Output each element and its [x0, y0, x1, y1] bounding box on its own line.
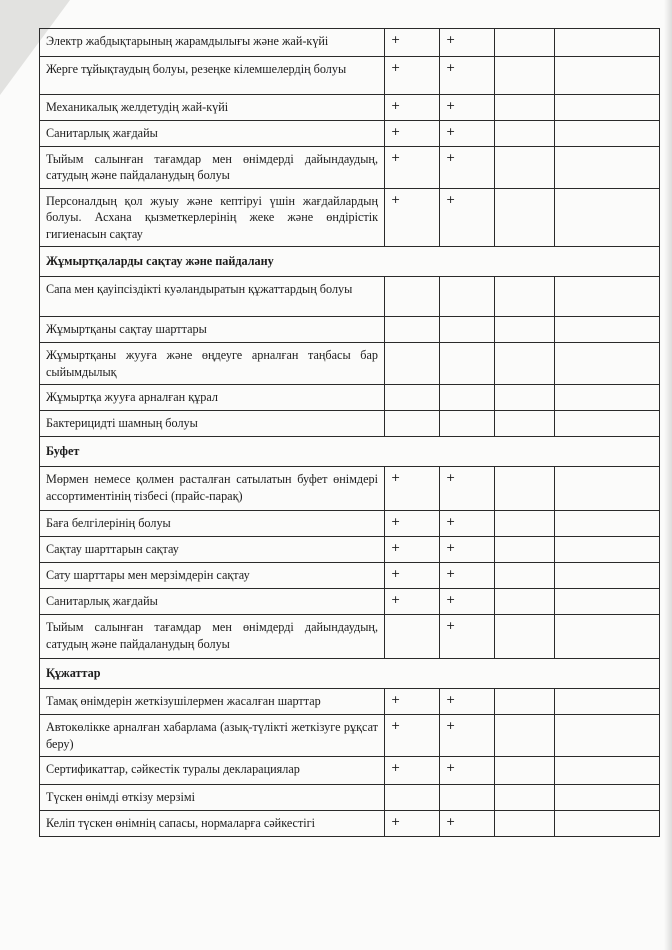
- criterion-label: Сертификаттар, сәйкестік туралы декларациялар: [40, 757, 385, 785]
- mark-cell-c2: [440, 277, 495, 317]
- mark-cell-c3: [495, 467, 555, 511]
- mark-cell-c3: [495, 563, 555, 589]
- mark-cell-c4: [555, 757, 660, 785]
- criterion-label: Механикалық желдетудің жай-күйі: [40, 95, 385, 121]
- mark-cell-c3: [495, 121, 555, 147]
- criterion-label: Жұмыртқаны сақтау шарттары: [40, 317, 385, 343]
- mark-cell-c4: [555, 715, 660, 757]
- table-row: [40, 563, 660, 589]
- mark-cell-c3: [495, 757, 555, 785]
- mark-cell-c3: [495, 147, 555, 189]
- scan-shadow-edge: [664, 0, 672, 950]
- table-row: [40, 811, 660, 837]
- criterion-label: Санитарлық жағдайы: [40, 589, 385, 615]
- mark-cell-c2: +: [440, 511, 495, 537]
- table-row: [40, 411, 660, 437]
- mark-cell-c2: +: [440, 615, 495, 659]
- mark-cell-c1: +: [385, 589, 440, 615]
- mark-cell-c1: [385, 411, 440, 437]
- mark-cell-c2: [440, 343, 495, 385]
- mark-cell-c4: [555, 95, 660, 121]
- mark-cell-c4: [555, 147, 660, 189]
- table-row: [40, 385, 660, 411]
- mark-cell-c3: [495, 317, 555, 343]
- mark-cell-c4: [555, 385, 660, 411]
- criterion-label: Бактерицидті шамның болуы: [40, 411, 385, 437]
- mark-cell-c2: +: [440, 121, 495, 147]
- mark-cell-c3: [495, 589, 555, 615]
- mark-cell-c4: [555, 317, 660, 343]
- mark-cell-c2: +: [440, 589, 495, 615]
- mark-cell-c3: [495, 811, 555, 837]
- mark-cell-c2: +: [440, 188, 495, 246]
- mark-cell-c4: [555, 29, 660, 57]
- criterion-label: Жұмыртқаны жууға және өңдеуге арналған таңбасы бар сыйымдылық: [40, 343, 385, 385]
- mark-cell-c2: +: [440, 95, 495, 121]
- criterion-label: Тыйым салынған тағамдар мен өнімдерді дайындаудың, сатудың және пайдаланудың болуы: [40, 615, 385, 659]
- mark-cell-c3: [495, 411, 555, 437]
- criterion-label: Түскен өнімді өткізу мерзімі: [40, 785, 385, 811]
- mark-cell-c1: +: [385, 715, 440, 757]
- table-row: [40, 689, 660, 715]
- mark-cell-c1: +: [385, 563, 440, 589]
- criterion-label: Тамақ өнімдерін жеткізушілермен жасалған шарттар: [40, 689, 385, 715]
- mark-cell-c4: [555, 811, 660, 837]
- criterion-label: Жұмыртқа жууға арналған құрал: [40, 385, 385, 411]
- mark-cell-c1: [385, 343, 440, 385]
- table-row: [40, 29, 660, 57]
- mark-cell-c4: [555, 121, 660, 147]
- mark-cell-c1: +: [385, 121, 440, 147]
- mark-cell-c1: +: [385, 467, 440, 511]
- criterion-label: Автокөлікке арналған хабарлама (азық-түлікті жеткізуге рұқсат беру): [40, 715, 385, 757]
- criterion-label: Баға белгілерінің болуы: [40, 511, 385, 537]
- mark-cell-c2: [440, 385, 495, 411]
- inspection-checklist-table: [39, 28, 660, 837]
- table-row: [40, 511, 660, 537]
- mark-cell-c1: +: [385, 95, 440, 121]
- mark-cell-c1: +: [385, 811, 440, 837]
- mark-cell-c4: [555, 411, 660, 437]
- mark-cell-c4: [555, 689, 660, 715]
- criterion-label: Тыйым салынған тағамдар мен өнімдерді дайындаудың, сатудың және пайдаланудың болуы: [40, 147, 385, 189]
- mark-cell-c1: +: [385, 57, 440, 95]
- mark-cell-c3: [495, 277, 555, 317]
- mark-cell-c2: +: [440, 689, 495, 715]
- table-row: [40, 188, 660, 246]
- criterion-label: Санитарлық жағдайы: [40, 121, 385, 147]
- criterion-label: Келіп түскен өнімнің сапасы, нормаларға сәйкестігі: [40, 811, 385, 837]
- mark-cell-c1: [385, 785, 440, 811]
- mark-cell-c3: [495, 29, 555, 57]
- mark-cell-c4: [555, 467, 660, 511]
- criterion-label: Жерге тұйықтаудың болуы, резеңке кілемшелердің болуы: [40, 57, 385, 95]
- mark-cell-c4: [555, 615, 660, 659]
- table-row: [40, 467, 660, 511]
- mark-cell-c1: +: [385, 689, 440, 715]
- table-row: [40, 95, 660, 121]
- section-title: Құжаттар: [40, 659, 660, 689]
- mark-cell-c3: [495, 715, 555, 757]
- mark-cell-c3: [495, 95, 555, 121]
- mark-cell-c3: [495, 511, 555, 537]
- mark-cell-c4: [555, 785, 660, 811]
- section-title: Жұмыртқаларды сақтау және пайдалану: [40, 247, 660, 277]
- mark-cell-c2: +: [440, 57, 495, 95]
- mark-cell-c1: +: [385, 537, 440, 563]
- table-row: [40, 589, 660, 615]
- mark-cell-c1: +: [385, 147, 440, 189]
- mark-cell-c1: [385, 615, 440, 659]
- mark-cell-c3: [495, 689, 555, 715]
- mark-cell-c3: [495, 537, 555, 563]
- mark-cell-c1: +: [385, 757, 440, 785]
- mark-cell-c4: [555, 57, 660, 95]
- criterion-label: Персоналдың қол жуыу және кептіруі үшін жағдайлардың болуы. Асхана қызметкерлерінің жеке және өндірістік гигиенасын сақтау: [40, 188, 385, 246]
- mark-cell-c2: [440, 785, 495, 811]
- table-row: [40, 57, 660, 95]
- mark-cell-c2: +: [440, 537, 495, 563]
- section-title: Буфет: [40, 437, 660, 467]
- mark-cell-c2: +: [440, 757, 495, 785]
- mark-cell-c4: [555, 343, 660, 385]
- mark-cell-c1: [385, 317, 440, 343]
- section-header-row: [40, 247, 660, 277]
- table-row: [40, 537, 660, 563]
- mark-cell-c3: [495, 385, 555, 411]
- criterion-label: Сақтау шарттарын сақтау: [40, 537, 385, 563]
- mark-cell-c3: [495, 57, 555, 95]
- mark-cell-c3: [495, 615, 555, 659]
- mark-cell-c4: [555, 188, 660, 246]
- mark-cell-c1: +: [385, 188, 440, 246]
- mark-cell-c2: +: [440, 811, 495, 837]
- table-row: [40, 147, 660, 189]
- mark-cell-c3: [495, 188, 555, 246]
- table-row: [40, 343, 660, 385]
- mark-cell-c2: +: [440, 563, 495, 589]
- mark-cell-c2: [440, 317, 495, 343]
- mark-cell-c4: [555, 589, 660, 615]
- criterion-label: Сапа мен қауіпсіздікті куәландыратын құжаттардың болуы: [40, 277, 385, 317]
- mark-cell-c2: [440, 411, 495, 437]
- mark-cell-c1: [385, 385, 440, 411]
- mark-cell-c2: +: [440, 29, 495, 57]
- mark-cell-c3: [495, 343, 555, 385]
- mark-cell-c2: +: [440, 715, 495, 757]
- table-row: [40, 785, 660, 811]
- mark-cell-c1: +: [385, 29, 440, 57]
- mark-cell-c3: [495, 785, 555, 811]
- criterion-label: Мөрмен немесе қолмен расталған сатылатын буфет өнімдері ассортиментінің тізбесі (прайс-парақ): [40, 467, 385, 511]
- mark-cell-c2: +: [440, 147, 495, 189]
- checklist-rows: [40, 29, 660, 837]
- table-row: [40, 715, 660, 757]
- mark-cell-c4: [555, 277, 660, 317]
- section-header-row: [40, 659, 660, 689]
- table-row: [40, 317, 660, 343]
- mark-cell-c4: [555, 511, 660, 537]
- mark-cell-c4: [555, 563, 660, 589]
- table-row: [40, 615, 660, 659]
- section-header-row: [40, 437, 660, 467]
- mark-cell-c1: [385, 277, 440, 317]
- table-row: [40, 121, 660, 147]
- table-row: [40, 757, 660, 785]
- criterion-label: Сату шарттары мен мерзімдерін сақтау: [40, 563, 385, 589]
- mark-cell-c1: +: [385, 511, 440, 537]
- mark-cell-c4: [555, 537, 660, 563]
- criterion-label: Электр жабдықтарының жарамдылығы және жай-күйі: [40, 29, 385, 57]
- table-row: [40, 277, 660, 317]
- mark-cell-c2: +: [440, 467, 495, 511]
